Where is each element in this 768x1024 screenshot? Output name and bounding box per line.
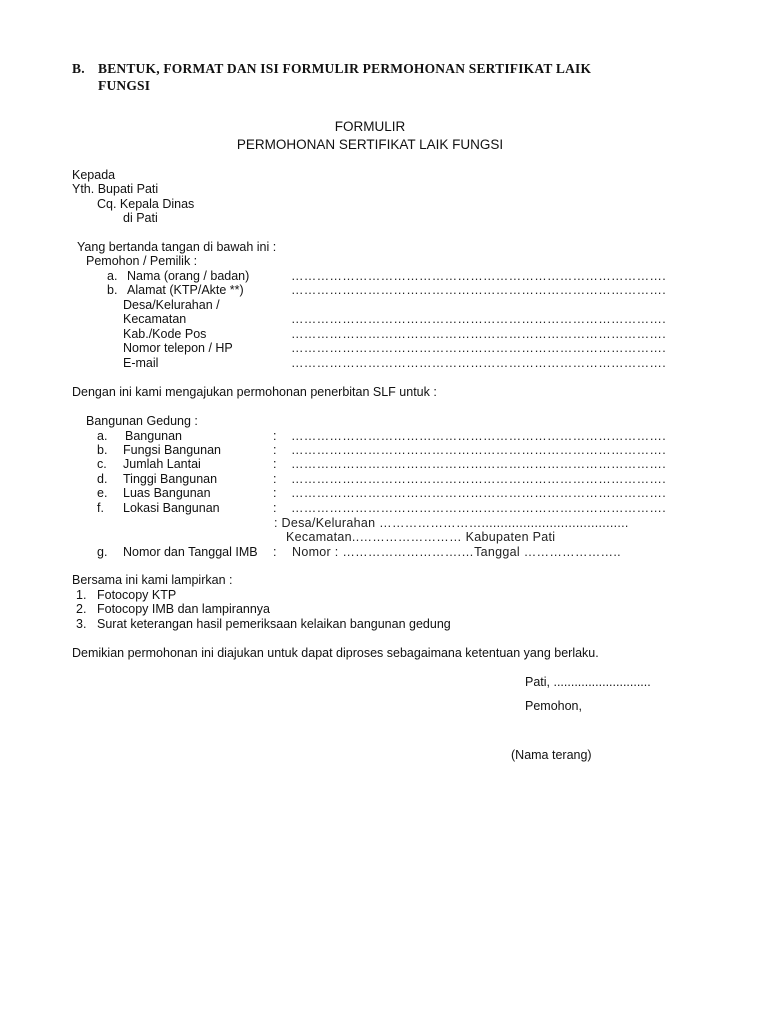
location-desa: : Desa/Kelurahan ……………………....................................... <box>274 516 629 530</box>
section-title-line2: FUNGSI <box>98 78 151 93</box>
field-colon: : <box>273 501 277 515</box>
building-field-bangunan <box>0 429 768 443</box>
building-field-lokasi <box>0 501 768 515</box>
field-label: Nomor telepon / HP <box>123 341 233 355</box>
closing-statement: Demikian permohonan ini diajukan untuk dapat diproses sebagaimana ketentuan yang berlaku. <box>72 646 599 660</box>
applicant-field-kecamatan <box>0 312 768 326</box>
field-value: ……………………………………………………………………………. <box>291 472 666 486</box>
field-colon: : <box>273 443 277 457</box>
field-value: ……………………………………………………………………………. <box>291 356 666 370</box>
field-label: Kab./Kode Pos <box>123 327 207 341</box>
field-colon: : <box>273 545 277 559</box>
addressee-recipient: Yth. Bupati Pati <box>72 182 159 196</box>
field-value: ……………………………………………………………………………. <box>291 486 666 500</box>
field-label: Alamat (KTP/Akte **) <box>127 283 244 297</box>
applicant-field-kab <box>0 327 768 341</box>
field-label: Jumlah Lantai <box>123 457 201 471</box>
field-letter: e. <box>97 486 108 500</box>
field-label: Fungsi Bangunan <box>123 443 221 457</box>
building-field-imb <box>0 545 768 559</box>
attachments-intro: Bersama ini kami lampirkan : <box>72 573 233 587</box>
section-letter: B. <box>72 61 85 76</box>
attachment-number: 2. <box>76 602 87 616</box>
attachment-number: 3. <box>76 617 87 631</box>
field-label: E-mail <box>123 356 159 370</box>
field-label: Nomor dan Tanggal IMB <box>123 545 258 559</box>
field-value: Nomor : ……………………….…Tanggal ………………….. <box>292 545 621 559</box>
attachment-text: Fotocopy KTP <box>97 588 177 602</box>
field-label: Tinggi Bangunan <box>123 472 218 486</box>
building-label: Bangunan Gedung : <box>86 414 198 428</box>
building-field-tinggi <box>0 472 768 486</box>
field-label: Nama (orang / badan) <box>127 269 250 283</box>
field-colon: : <box>273 472 277 486</box>
location-kecamatan: Kecamatan..…………………… Kabupaten Pati <box>286 530 556 544</box>
field-value: ……………………………………………………………………………. <box>291 327 666 341</box>
field-colon: : <box>273 457 277 471</box>
signature-role: Pemohon, <box>525 699 582 713</box>
field-label: Bangunan <box>125 429 183 443</box>
field-value: ……………………………………………………………………………. <box>291 501 666 515</box>
field-label: Desa/Kelurahan / <box>123 298 220 312</box>
attachment-text: Surat keterangan hasil pemeriksaan kelaikan bangunan gedung <box>97 617 451 631</box>
applicant-field-address <box>0 283 768 297</box>
applicant-intro: Yang bertanda tangan di bawah ini : <box>77 240 277 254</box>
form-subtitle: PERMOHONAN SERTIFIKAT LAIK FUNGSI <box>236 137 504 152</box>
field-label: Lokasi Bangunan <box>123 501 220 515</box>
attachment-number: 1. <box>76 588 87 602</box>
addressee-cq: Cq. Kepala Dinas <box>97 197 195 211</box>
field-value: ……………………………………………………………………………. <box>291 312 666 326</box>
field-letter: b. <box>107 283 118 297</box>
signature-place-date: Pati, ............................ <box>525 675 651 689</box>
applicant-label: Pemohon / Pemilik : <box>86 254 198 268</box>
request-statement: Dengan ini kami mengajukan permohonan penerbitan SLF untuk : <box>72 385 437 399</box>
applicant-field-name <box>0 269 768 283</box>
field-value: ……………………………………………………………………………. <box>291 457 666 471</box>
field-letter: d. <box>97 472 108 486</box>
field-label: Kecamatan <box>123 312 187 326</box>
attachment-item <box>0 602 768 616</box>
field-label: Luas Bangunan <box>123 486 211 500</box>
field-letter: f. <box>97 501 104 515</box>
field-letter: b. <box>97 443 108 457</box>
attachment-text: Fotocopy IMB dan lampirannya <box>97 602 271 616</box>
field-value: ……………………………………………………………………………. <box>291 341 666 355</box>
building-field-lantai <box>0 457 768 471</box>
applicant-field-phone <box>0 341 768 355</box>
applicant-field-email <box>0 356 768 370</box>
form-title: FORMULIR <box>334 119 406 134</box>
attachment-item <box>0 617 768 631</box>
applicant-field-desa <box>0 298 768 312</box>
field-colon: : <box>273 429 277 443</box>
field-value: ……………………………………………………………………………. <box>291 269 666 283</box>
field-value: ……………………………………………………………………………. <box>291 429 666 443</box>
field-letter: g. <box>97 545 108 559</box>
addressee-place: di Pati <box>123 211 158 225</box>
building-field-luas <box>0 486 768 500</box>
field-letter: a. <box>107 269 118 283</box>
field-letter: a. <box>97 429 108 443</box>
field-colon: : <box>273 486 277 500</box>
building-field-fungsi <box>0 443 768 457</box>
field-letter: c. <box>97 457 107 471</box>
field-value: ……………………………………………………………………………. <box>291 283 666 297</box>
field-value: ……………………………………………………………………………. <box>291 443 666 457</box>
section-title-line1: BENTUK, FORMAT DAN ISI FORMULIR PERMOHONAN SERTIFIKAT LAIK <box>98 61 592 76</box>
signature-name: (Nama terang) <box>511 748 592 762</box>
addressee-to: Kepada <box>72 168 116 182</box>
attachment-item <box>0 588 768 602</box>
